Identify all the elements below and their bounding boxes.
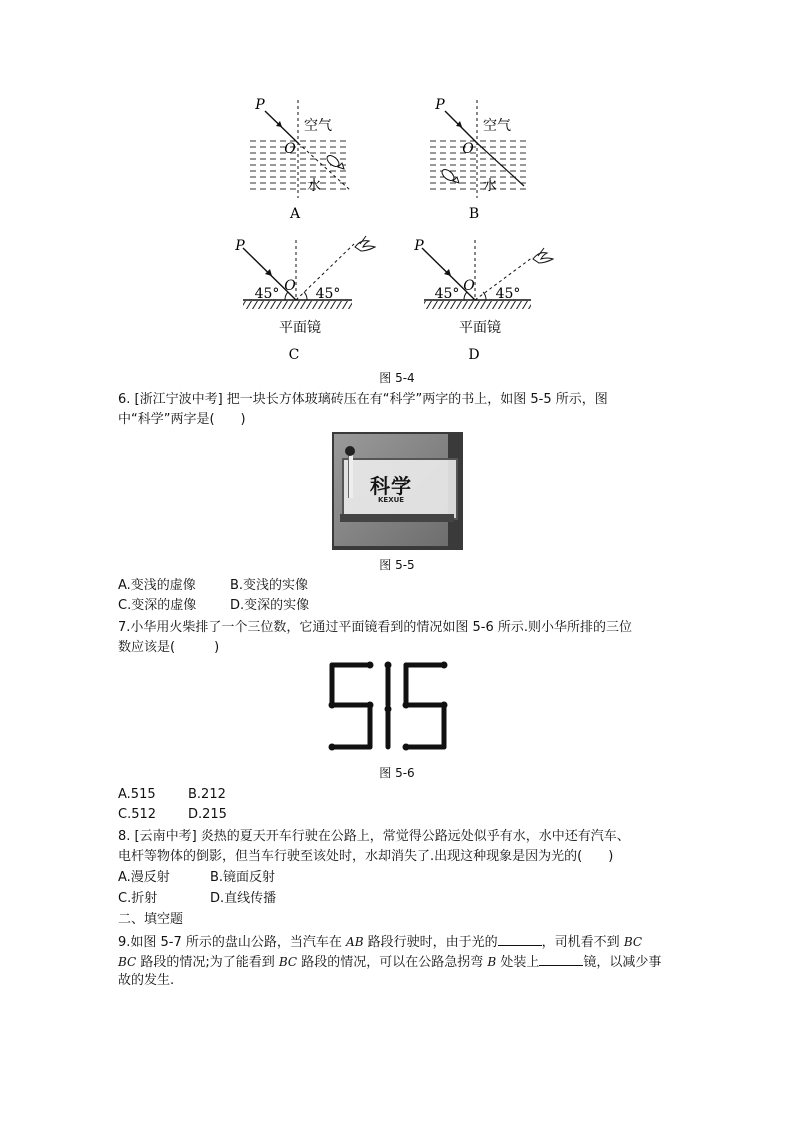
label-o: O [462, 141, 474, 157]
panel-letter: C [288, 347, 300, 363]
q9-line1 [118, 931, 642, 953]
q6-line2: 中“科学”两字是( ) [118, 412, 246, 427]
q8-option-c: C.折射 [118, 891, 158, 906]
q6-line1: 6. [浙江宁波中考] 把一块长方体玻璃砖压在有“科学”两字的书上，如图 5-5 所示，图 [118, 392, 608, 407]
q7-option-c: C.512 [118, 807, 157, 822]
figure-5-5-photo [332, 432, 463, 550]
angle-left: 45° [254, 286, 280, 302]
q6-option-b: B.变浅的实像 [230, 578, 309, 593]
label-mirror: 平面镜 [279, 320, 321, 336]
panel-letter: A [289, 206, 301, 222]
photo-subtext: KEXUE [378, 496, 405, 504]
q9-var: B [487, 955, 497, 969]
label-water: 水 [307, 178, 321, 194]
q8-option-a: A.漫反射 [118, 870, 170, 885]
q7-option-b: B.212 [188, 787, 226, 802]
q8-line2: 电杆等物体的倒影，但当车行驶至该处时，水却消失了.出现这种现象是因为光的( ) [118, 849, 614, 864]
label-p: P [414, 238, 424, 254]
q9-var: BC [278, 955, 298, 969]
q9-line3: 故的发生. [118, 973, 175, 988]
label-mirror: 平面镜 [459, 320, 501, 336]
panel-c-diagram [234, 236, 375, 363]
q9-text: 路段行驶时，由于光的 [363, 935, 498, 950]
q9-text: 路段的情况;为了能看到 [140, 955, 279, 970]
q9-text: 处装上 [496, 955, 540, 970]
q9-text: 路段的情况，可以在公路急拐弯 [297, 955, 488, 970]
bird-icon [355, 236, 375, 251]
q8-option-d: D.直线传播 [210, 891, 277, 906]
panel-a-diagram [247, 97, 350, 222]
q8-line1: 8. [云南中考] 炎热的夏天开车行驶在公路上，常觉得公路远处似乎有水，水中还有汽车、 [118, 829, 630, 844]
q9-text: 镜，以减少事 [583, 955, 662, 970]
section-title-fill-blank: 二、填空题 [118, 912, 184, 927]
q6-option-a: A.变浅的虚像 [118, 578, 196, 593]
panel-letter: B [468, 206, 480, 222]
label-o: O [284, 278, 296, 294]
figure-5-4-caption: 图 5-4 [379, 371, 415, 385]
panel-b-diagram [428, 97, 528, 222]
label-air: 空气 [483, 118, 511, 134]
figure-5-6-matchsticks [320, 655, 456, 760]
q7-line1: 7.小华用火柴排了一个三位数，它通过平面镜看到的情况如图 5-6 所示.则小华所排的三位 [118, 620, 633, 635]
q9-blank-1[interactable] [498, 931, 542, 946]
q9-var: BC [623, 935, 643, 949]
panel-d-diagram [413, 238, 553, 363]
q6-option-d: D.变深的实像 [230, 598, 310, 613]
q9-var: BC [118, 955, 137, 969]
q9-text: ，司机看不到 [541, 935, 624, 950]
q7-line2: 数应该是( ) [118, 640, 220, 655]
q9-blank-2[interactable] [539, 951, 583, 966]
match-icon [348, 450, 353, 498]
figure-5-4 [0, 0, 794, 375]
q7-option-d: D.215 [188, 807, 227, 822]
q9-var: AB [346, 935, 364, 949]
angle-right: 45° [315, 286, 341, 302]
panel-letter: D [468, 347, 480, 363]
figure-5-6-caption: 图 5-6 [379, 766, 415, 780]
q7-option-a: A.515 [118, 787, 156, 802]
q8-option-b: B.镜面反射 [210, 870, 276, 885]
photo-text: 科学 [370, 474, 412, 498]
label-p: P [255, 97, 265, 113]
figure-5-5-caption: 图 5-5 [379, 558, 415, 572]
label-water: 水 [483, 178, 497, 194]
bird-icon [533, 248, 553, 263]
q9-text: 9.如图 5-7 所示的盘山公路，当汽车在 [118, 935, 347, 950]
angle-left: 45° [434, 286, 460, 302]
label-p: P [435, 97, 445, 113]
angle-right: 45° [495, 286, 521, 302]
label-p: P [235, 238, 245, 254]
label-o: O [463, 278, 475, 294]
q9-line2 [118, 951, 661, 973]
label-air: 空气 [304, 118, 332, 134]
label-o: O [284, 141, 296, 157]
q6-option-c: C.变深的虚像 [118, 598, 197, 613]
